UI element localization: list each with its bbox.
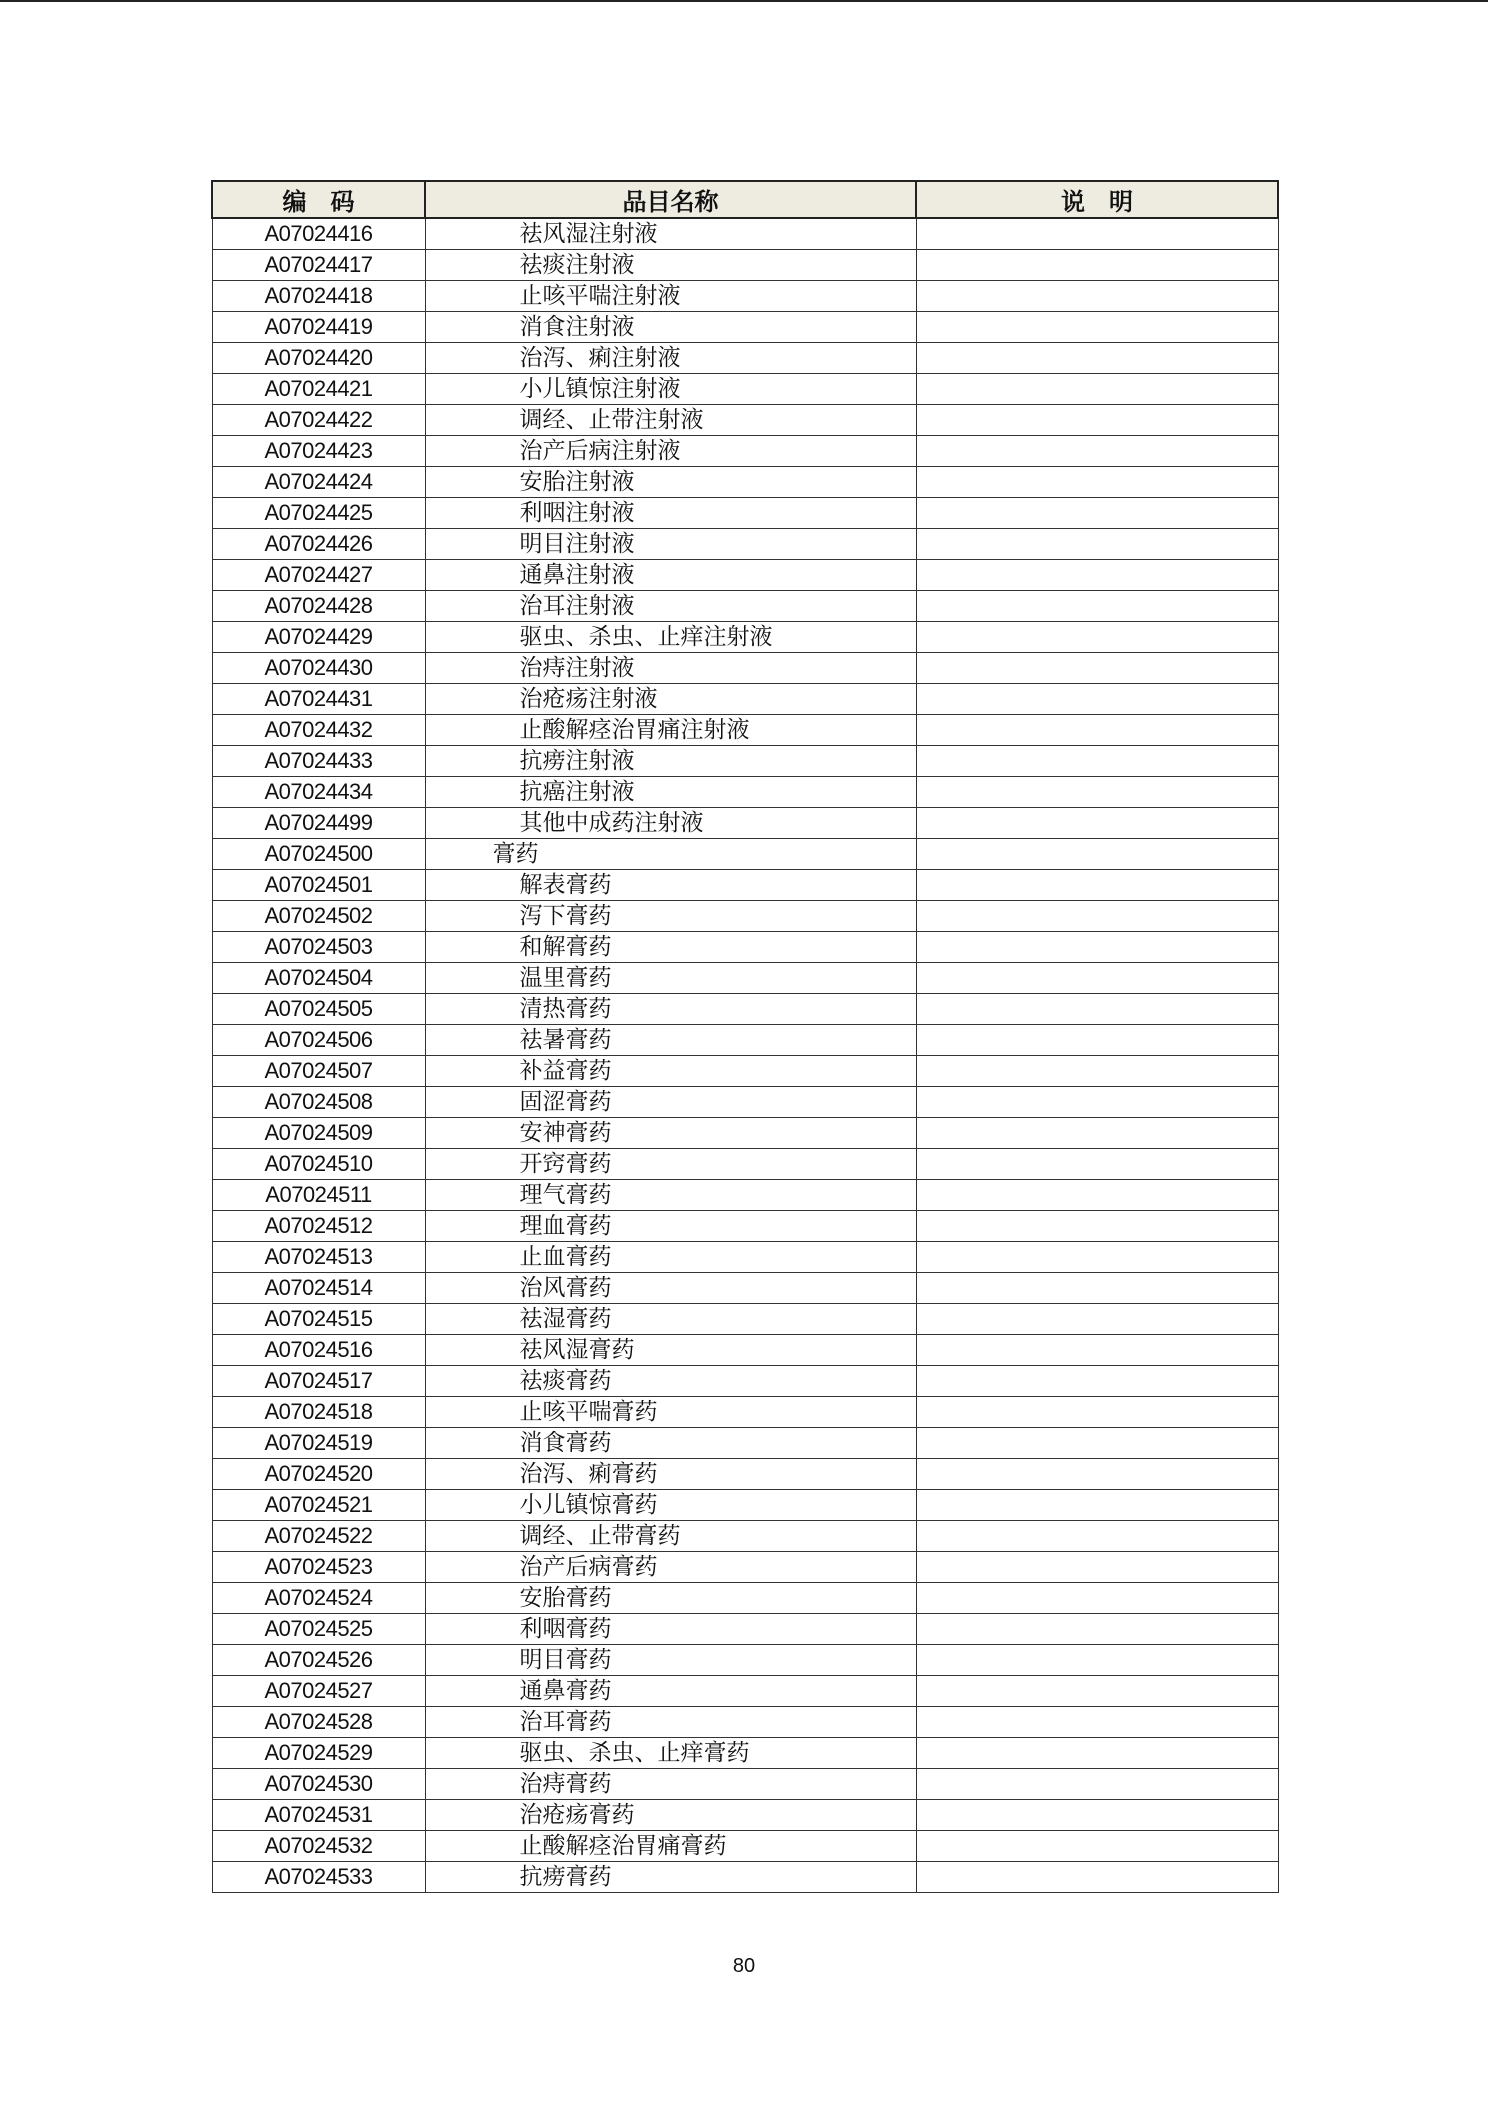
table-row: [212, 405, 1278, 436]
item-description: [916, 1676, 1278, 1707]
item-code: A07024504: [212, 963, 425, 994]
table-row: [212, 1831, 1278, 1862]
item-code: A07024431: [212, 684, 425, 715]
item-code: A07024500: [212, 839, 425, 870]
item-name: 祛风湿注射液: [425, 218, 916, 250]
item-code: A07024432: [212, 715, 425, 746]
item-name: 驱虫、杀虫、止痒膏药: [425, 1738, 916, 1769]
item-name: 明目膏药: [425, 1645, 916, 1676]
item-name: 抗癌注射液: [425, 777, 916, 808]
item-description: [916, 963, 1278, 994]
item-name: 利咽注射液: [425, 498, 916, 529]
item-description: [916, 994, 1278, 1025]
item-description: [916, 218, 1278, 250]
item-code: A07024501: [212, 870, 425, 901]
table-row: [212, 808, 1278, 839]
table-row: [212, 1056, 1278, 1087]
item-description: [916, 808, 1278, 839]
item-description: [916, 746, 1278, 777]
item-description: [916, 1428, 1278, 1459]
item-code: A07024530: [212, 1769, 425, 1800]
item-code: A07024508: [212, 1087, 425, 1118]
item-description: [916, 281, 1278, 312]
item-name: 膏药: [425, 839, 916, 870]
item-code: A07024514: [212, 1273, 425, 1304]
table-row: [212, 777, 1278, 808]
item-name: 治泻、痢注射液: [425, 343, 916, 374]
item-code: A07024502: [212, 901, 425, 932]
item-name: 开窍膏药: [425, 1149, 916, 1180]
table-row: [212, 1180, 1278, 1211]
item-description: [916, 374, 1278, 405]
item-code: A07024434: [212, 777, 425, 808]
item-code: A07024418: [212, 281, 425, 312]
item-name: 安胎注射液: [425, 467, 916, 498]
item-description: [916, 343, 1278, 374]
item-name: 小儿镇惊膏药: [425, 1490, 916, 1521]
item-name: 祛痰膏药: [425, 1366, 916, 1397]
item-description: [916, 1738, 1278, 1769]
table-row: [212, 250, 1278, 281]
table-row: [212, 1769, 1278, 1800]
item-name: 祛湿膏药: [425, 1304, 916, 1335]
table-row: [212, 963, 1278, 994]
item-name: 治耳膏药: [425, 1707, 916, 1738]
table-body: [212, 218, 1278, 1893]
item-name: 清热膏药: [425, 994, 916, 1025]
item-code: A07024421: [212, 374, 425, 405]
table-row: [212, 715, 1278, 746]
item-name: 止酸解痉治胃痛注射液: [425, 715, 916, 746]
item-code: A07024521: [212, 1490, 425, 1521]
table-row: [212, 343, 1278, 374]
item-code: A07024519: [212, 1428, 425, 1459]
item-description: [916, 1397, 1278, 1428]
item-name: 通鼻注射液: [425, 560, 916, 591]
item-code: A07024420: [212, 343, 425, 374]
item-description: [916, 467, 1278, 498]
item-code: A07024532: [212, 1831, 425, 1862]
table-row: [212, 1087, 1278, 1118]
item-name: 治疮疡膏药: [425, 1800, 916, 1831]
item-name: 治痔注射液: [425, 653, 916, 684]
table-row: [212, 1583, 1278, 1614]
table-row: [212, 281, 1278, 312]
item-description: [916, 1335, 1278, 1366]
item-code: A07024517: [212, 1366, 425, 1397]
table-row: [212, 374, 1278, 405]
item-code: A07024425: [212, 498, 425, 529]
item-description: [916, 1149, 1278, 1180]
item-description: [916, 1552, 1278, 1583]
item-code: A07024513: [212, 1242, 425, 1273]
item-code: A07024511: [212, 1180, 425, 1211]
item-description: [916, 1831, 1278, 1862]
catalog-table: [211, 180, 1279, 1893]
table-row: [212, 1335, 1278, 1366]
item-description: [916, 715, 1278, 746]
item-description: [916, 1366, 1278, 1397]
top-border-line: [0, 0, 1488, 2]
table-row: [212, 498, 1278, 529]
table-row: [212, 591, 1278, 622]
item-name: 祛暑膏药: [425, 1025, 916, 1056]
header-code: 编 码: [212, 181, 425, 218]
item-description: [916, 1304, 1278, 1335]
item-description: [916, 436, 1278, 467]
table-row: [212, 653, 1278, 684]
item-code: A07024518: [212, 1397, 425, 1428]
item-description: [916, 870, 1278, 901]
table-row: [212, 312, 1278, 343]
item-code: A07024528: [212, 1707, 425, 1738]
table-row: [212, 218, 1278, 250]
table-row: [212, 1738, 1278, 1769]
item-code: A07024428: [212, 591, 425, 622]
item-name: 理血膏药: [425, 1211, 916, 1242]
table-row: [212, 622, 1278, 653]
item-name: 止酸解痉治胃痛膏药: [425, 1831, 916, 1862]
page-number: 80: [732, 1955, 756, 1977]
item-name: 祛风湿膏药: [425, 1335, 916, 1366]
table-row: [212, 1211, 1278, 1242]
item-name: 驱虫、杀虫、止痒注射液: [425, 622, 916, 653]
item-name: 调经、止带膏药: [425, 1521, 916, 1552]
table-row: [212, 1552, 1278, 1583]
item-description: [916, 901, 1278, 932]
item-code: A07024424: [212, 467, 425, 498]
item-description: [916, 560, 1278, 591]
item-name: 和解膏药: [425, 932, 916, 963]
item-name: 小儿镇惊注射液: [425, 374, 916, 405]
item-name: 治产后病膏药: [425, 1552, 916, 1583]
item-code: A07024515: [212, 1304, 425, 1335]
item-name: 止咳平喘膏药: [425, 1397, 916, 1428]
table-row: [212, 467, 1278, 498]
item-description: [916, 1087, 1278, 1118]
item-code: A07024417: [212, 250, 425, 281]
item-name: 利咽膏药: [425, 1614, 916, 1645]
table-row: [212, 529, 1278, 560]
item-description: [916, 1056, 1278, 1087]
item-description: [916, 932, 1278, 963]
item-name: 理气膏药: [425, 1180, 916, 1211]
item-code: A07024526: [212, 1645, 425, 1676]
item-description: [916, 1118, 1278, 1149]
item-code: A07024523: [212, 1552, 425, 1583]
item-code: A07024433: [212, 746, 425, 777]
item-code: A07024503: [212, 932, 425, 963]
item-name: 治疮疡注射液: [425, 684, 916, 715]
item-code: A07024512: [212, 1211, 425, 1242]
table-row: [212, 1118, 1278, 1149]
item-name: 祛痰注射液: [425, 250, 916, 281]
item-code: A07024533: [212, 1862, 425, 1893]
item-code: A07024429: [212, 622, 425, 653]
item-code: A07024531: [212, 1800, 425, 1831]
table-row: [212, 1459, 1278, 1490]
table-row: [212, 746, 1278, 777]
item-description: [916, 1242, 1278, 1273]
item-name: 消食膏药: [425, 1428, 916, 1459]
item-code: A07024522: [212, 1521, 425, 1552]
table-row: [212, 1707, 1278, 1738]
item-name: 治产后病注射液: [425, 436, 916, 467]
table-row: [212, 1521, 1278, 1552]
item-code: A07024509: [212, 1118, 425, 1149]
item-code: A07024507: [212, 1056, 425, 1087]
table-row: [212, 560, 1278, 591]
item-description: [916, 1459, 1278, 1490]
item-code: A07024510: [212, 1149, 425, 1180]
item-description: [916, 1645, 1278, 1676]
item-code: A07024422: [212, 405, 425, 436]
item-code: A07024427: [212, 560, 425, 591]
item-description: [916, 684, 1278, 715]
item-name: 通鼻膏药: [425, 1676, 916, 1707]
item-code: A07024423: [212, 436, 425, 467]
table-row: [212, 1242, 1278, 1273]
item-name: 泻下膏药: [425, 901, 916, 932]
table-header-row: [212, 181, 1278, 218]
item-code: A07024419: [212, 312, 425, 343]
item-description: [916, 1180, 1278, 1211]
item-name: 补益膏药: [425, 1056, 916, 1087]
table-row: [212, 1614, 1278, 1645]
item-description: [916, 1769, 1278, 1800]
item-description: [916, 839, 1278, 870]
item-description: [916, 1614, 1278, 1645]
item-description: [916, 1862, 1278, 1893]
table-row: [212, 1800, 1278, 1831]
table-row: [212, 1149, 1278, 1180]
table-row: [212, 1397, 1278, 1428]
item-description: [916, 591, 1278, 622]
item-name: 治痔膏药: [425, 1769, 916, 1800]
item-name: 止血膏药: [425, 1242, 916, 1273]
table-row: [212, 1025, 1278, 1056]
item-name: 消食注射液: [425, 312, 916, 343]
item-description: [916, 653, 1278, 684]
item-code: A07024505: [212, 994, 425, 1025]
item-code: A07024516: [212, 1335, 425, 1366]
item-description: [916, 1211, 1278, 1242]
item-name: 治泻、痢膏药: [425, 1459, 916, 1490]
item-name: 治风膏药: [425, 1273, 916, 1304]
item-description: [916, 312, 1278, 343]
item-name: 固涩膏药: [425, 1087, 916, 1118]
item-description: [916, 529, 1278, 560]
item-code: A07024524: [212, 1583, 425, 1614]
item-name: 调经、止带注射液: [425, 405, 916, 436]
item-description: [916, 1490, 1278, 1521]
item-description: [916, 622, 1278, 653]
table-row: [212, 1304, 1278, 1335]
item-name: 安胎膏药: [425, 1583, 916, 1614]
table-row: [212, 1273, 1278, 1304]
item-code: A07024506: [212, 1025, 425, 1056]
table-row: [212, 870, 1278, 901]
item-description: [916, 1800, 1278, 1831]
table-row: [212, 1428, 1278, 1459]
item-code: A07024426: [212, 529, 425, 560]
header-item-name: 品目名称: [425, 181, 916, 218]
item-name: 抗痨注射液: [425, 746, 916, 777]
item-name: 治耳注射液: [425, 591, 916, 622]
table-row: [212, 932, 1278, 963]
table-row: [212, 1366, 1278, 1397]
table-row: [212, 1676, 1278, 1707]
table-row: [212, 839, 1278, 870]
item-description: [916, 1025, 1278, 1056]
item-description: [916, 1707, 1278, 1738]
table-row: [212, 1490, 1278, 1521]
item-description: [916, 250, 1278, 281]
item-description: [916, 1273, 1278, 1304]
item-code: A07024527: [212, 1676, 425, 1707]
item-name: 解表膏药: [425, 870, 916, 901]
item-description: [916, 1521, 1278, 1552]
item-code: A07024520: [212, 1459, 425, 1490]
item-description: [916, 777, 1278, 808]
item-description: [916, 405, 1278, 436]
table-row: [212, 1862, 1278, 1893]
item-name: 明目注射液: [425, 529, 916, 560]
table-row: [212, 684, 1278, 715]
item-name: 安神膏药: [425, 1118, 916, 1149]
table-row: [212, 436, 1278, 467]
item-code: A07024430: [212, 653, 425, 684]
item-code: A07024416: [212, 218, 425, 250]
item-code: A07024525: [212, 1614, 425, 1645]
header-description: 说 明: [916, 181, 1278, 218]
item-description: [916, 1583, 1278, 1614]
item-name: 抗痨膏药: [425, 1862, 916, 1893]
item-code: A07024529: [212, 1738, 425, 1769]
item-description: [916, 498, 1278, 529]
item-name: 温里膏药: [425, 963, 916, 994]
table-row: [212, 1645, 1278, 1676]
table-row: [212, 901, 1278, 932]
item-code: A07024499: [212, 808, 425, 839]
item-name: 其他中成药注射液: [425, 808, 916, 839]
item-name: 止咳平喘注射液: [425, 281, 916, 312]
table-row: [212, 994, 1278, 1025]
